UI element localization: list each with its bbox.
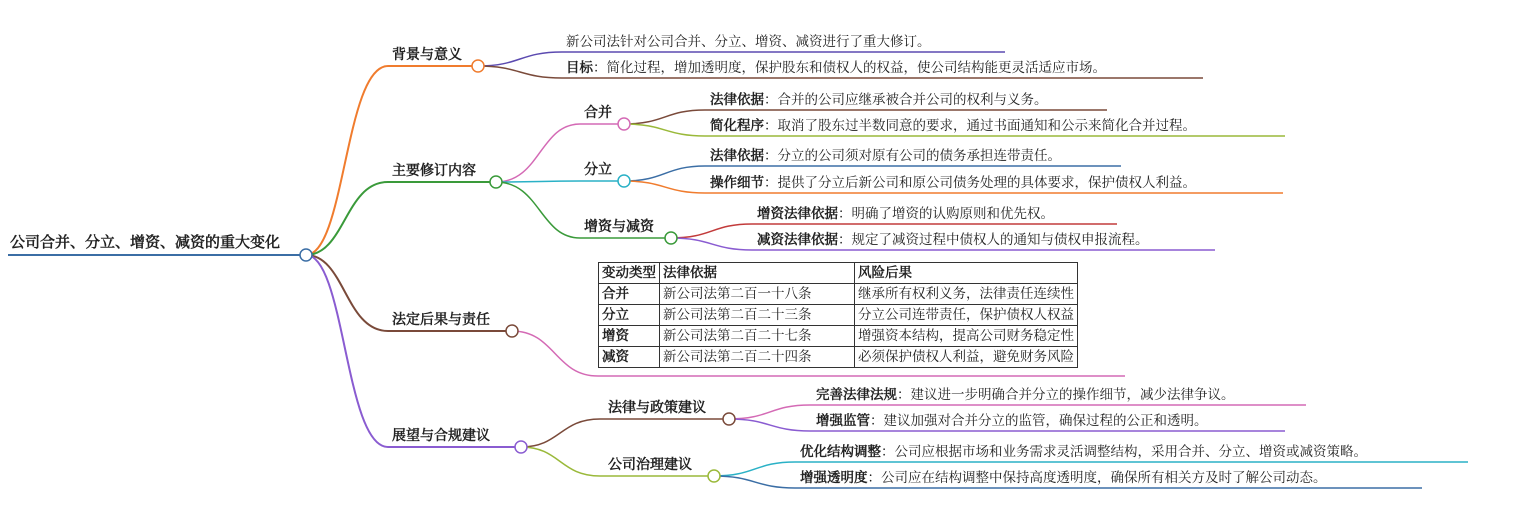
link-root-main <box>306 182 496 255</box>
link-outlook-law <box>521 419 729 447</box>
table-row <box>599 347 1078 368</box>
leaf-text: ：明确了增资的认购原则和优先权。 <box>838 206 1054 222</box>
table-cell: 继承所有权利义务，法律责任连续性 <box>855 284 1078 305</box>
leaf-text: ：取消了股东过半数同意的要求，通过书面通知和公示来简化合并过程。 <box>764 118 1196 134</box>
leaf-key: 法律依据 <box>710 148 764 164</box>
leaf-key: 优化结构调整 <box>800 444 881 460</box>
toggle-main[interactable] <box>490 176 502 188</box>
leaf-text: ：建议进一步明确合并分立的操作细节，减少法律争议。 <box>897 387 1235 403</box>
leaf-key: 增强透明度 <box>800 470 868 486</box>
leaf-merge-2[interactable] <box>710 117 1196 135</box>
toggle-law[interactable] <box>723 413 735 425</box>
leaf-law-2[interactable] <box>816 412 1208 430</box>
table-row <box>599 305 1078 326</box>
leaf-key: 简化程序 <box>710 118 764 134</box>
table-row <box>599 284 1078 305</box>
branch-outlook[interactable]: 展望与合规建议 <box>392 428 490 444</box>
branch-split[interactable]: 分立 <box>584 162 612 178</box>
table-cell: 新公司法第二百二十三条 <box>660 305 855 326</box>
leaf-text: ：分立的公司须对原有公司的债务承担连带责任。 <box>764 148 1061 164</box>
table-header-cell: 变动类型 <box>599 263 660 284</box>
branch-capital[interactable]: 增资与减资 <box>584 219 654 235</box>
table-cell: 分立公司连带责任，保护债权人权益 <box>855 305 1078 326</box>
root-topic[interactable]: 公司合并、分立、增资、减资的重大变化 <box>10 233 281 251</box>
leaf-key: 减资法律依据 <box>757 232 838 248</box>
leaf-key: 操作细节 <box>710 175 764 191</box>
table-cell: 增强资本结构，提高公司财务稳定性 <box>855 326 1078 347</box>
leaf-text: ：合并的公司应继承被合并公司的权利与义务。 <box>764 92 1048 108</box>
toggle-background[interactable] <box>472 60 484 72</box>
consequence-table <box>598 262 1078 368</box>
leaf-gov-1[interactable] <box>800 443 1367 461</box>
table-cell: 必须保护债权人利益，避免财务风险 <box>855 347 1078 368</box>
toggle-consequence[interactable] <box>506 325 518 337</box>
table-header-row <box>599 263 1078 284</box>
leaf-background-1[interactable] <box>566 33 931 51</box>
branch-law-policy[interactable]: 法律与政策建议 <box>608 400 706 416</box>
leaf-split-1[interactable] <box>710 147 1061 165</box>
table-cell: 分立 <box>599 305 660 326</box>
toggle-root[interactable] <box>300 249 312 261</box>
table-cell: 合并 <box>599 284 660 305</box>
toggle-gov[interactable] <box>708 470 720 482</box>
leaf-text: ：公司应在结构调整中保持高度透明度，确保所有相关方及时了解公司动态。 <box>867 470 1327 486</box>
leaf-merge-1[interactable] <box>710 91 1048 109</box>
table-header-cell: 风险后果 <box>855 263 1078 284</box>
leaf-key: 完善法律法规 <box>816 387 897 403</box>
branch-merge[interactable]: 合并 <box>584 105 612 121</box>
leaf-capital-1[interactable] <box>757 205 1054 223</box>
table-cell: 减资 <box>599 347 660 368</box>
leaf-key: 增资法律依据 <box>757 206 838 222</box>
table-cell: 增资 <box>599 326 660 347</box>
table-header-cell: 法律依据 <box>660 263 855 284</box>
leaf-background-2[interactable] <box>566 59 1106 77</box>
table-cell: 新公司法第二百二十七条 <box>660 326 855 347</box>
table-row <box>599 326 1078 347</box>
branch-main[interactable]: 主要修订内容 <box>392 163 476 179</box>
leaf-text: ：提供了分立后新公司和原公司债务处理的具体要求，保护债权人利益。 <box>764 175 1196 191</box>
branch-background[interactable]: 背景与意义 <box>392 47 462 63</box>
leaf-text: ：公司应根据市场和业务需求灵活调整结构，采用合并、分立、增资或减资策略。 <box>881 444 1367 460</box>
leaf-gov-2[interactable] <box>800 469 1327 487</box>
leaf-text: ：规定了减资过程中债权人的通知与债权申报流程。 <box>838 232 1149 248</box>
leaf-key: 法律依据 <box>710 92 764 108</box>
link-main-split <box>496 181 624 182</box>
branch-consequence[interactable]: 法定后果与责任 <box>392 312 490 328</box>
leaf-text: ：简化过程，增加透明度，保护股东和债权人的权益，使公司结构能更灵活适应市场。 <box>593 60 1106 76</box>
link-root-outlook <box>306 255 521 447</box>
table-cell: 新公司法第二百二十四条 <box>660 347 855 368</box>
leaf-text: 新公司法针对公司合并、分立、增资、减资进行了重大修订。 <box>566 34 931 50</box>
leaf-capital-2[interactable] <box>757 231 1149 249</box>
toggle-capital[interactable] <box>665 232 677 244</box>
leaf-split-2[interactable] <box>710 174 1196 192</box>
table-cell: 新公司法第二百一十八条 <box>660 284 855 305</box>
toggle-split[interactable] <box>618 175 630 187</box>
branch-governance[interactable]: 公司治理建议 <box>608 457 692 473</box>
toggle-outlook[interactable] <box>515 441 527 453</box>
toggle-merge[interactable] <box>618 118 630 130</box>
leaf-text: ：建议加强对合并分立的监管，确保过程的公正和透明。 <box>870 413 1208 429</box>
leaf-law-1[interactable] <box>816 386 1235 404</box>
leaf-key: 目标 <box>566 60 593 76</box>
leaf-key: 增强监管 <box>816 413 870 429</box>
link-root-background <box>306 66 478 255</box>
